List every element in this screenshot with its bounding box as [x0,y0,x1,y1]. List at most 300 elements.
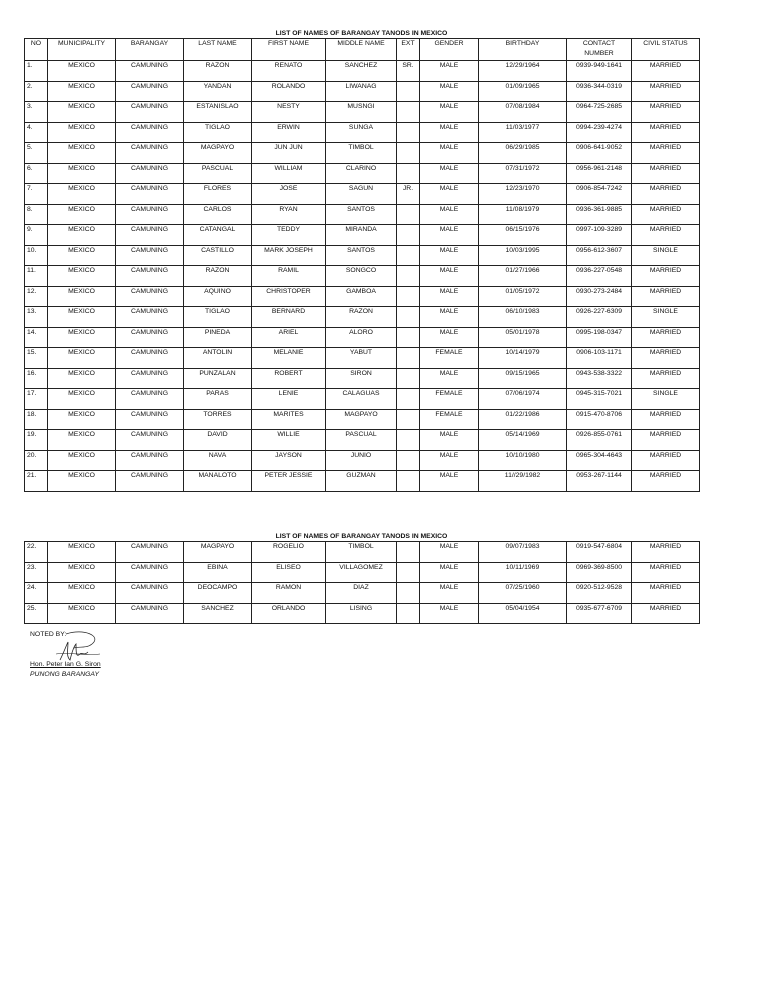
cell-ext [397,225,420,246]
cell-last-name: EBINA [184,562,252,583]
cell-middle-name: SANTOS [326,245,397,266]
cell-no: 5. [25,143,48,164]
cell-last-name: AQUINO [184,286,252,307]
cell-gender: MALE [420,471,479,492]
cell-contact-number: 0926-855-0761 [567,430,632,451]
cell-last-name: TIGLAO [184,122,252,143]
cell-gender: MALE [420,286,479,307]
header-barangay: BARANGAY [116,39,184,61]
cell-ext [397,122,420,143]
cell-barangay: CAMUNING [116,245,184,266]
cell-municipality: MEXICO [48,327,116,348]
cell-civil-status: MARRIED [632,583,700,604]
cell-first-name: RYAN [252,204,326,225]
cell-first-name: WILLIAM [252,163,326,184]
cell-barangay: CAMUNING [116,409,184,430]
cell-first-name: JAYSON [252,450,326,471]
cell-civil-status: MARRIED [632,184,700,205]
cell-birthday: 01/09/1965 [479,81,567,102]
table-row [25,81,700,102]
cell-ext [397,143,420,164]
cell-middle-name: SANTOS [326,204,397,225]
table-row [25,245,700,266]
table-row [25,583,700,604]
table-header-row [25,39,700,61]
cell-gender: MALE [420,368,479,389]
cell-municipality: MEXICO [48,603,116,624]
cell-last-name: PUNZALAN [184,368,252,389]
cell-no: 2. [25,81,48,102]
cell-gender: MALE [420,307,479,328]
cell-barangay: CAMUNING [116,184,184,205]
cell-first-name: JUN JUN [252,143,326,164]
table-row [25,184,700,205]
cell-birthday: 12/29/1964 [479,61,567,82]
cell-municipality: MEXICO [48,389,116,410]
table-row [25,348,700,369]
cell-municipality: MEXICO [48,184,116,205]
table-row [25,368,700,389]
cell-contact-number: 0943-538-3322 [567,368,632,389]
tanod-table [24,38,700,492]
cell-first-name: RENATO [252,61,326,82]
cell-birthday: 07/06/1974 [479,389,567,410]
cell-first-name: NESTY [252,102,326,123]
cell-barangay: CAMUNING [116,225,184,246]
table-row [25,286,700,307]
cell-civil-status: MARRIED [632,368,700,389]
cell-no: 12. [25,286,48,307]
cell-gender: MALE [420,163,479,184]
cell-no: 4. [25,122,48,143]
header-first-name: FIRST NAME [252,39,326,61]
cell-ext [397,583,420,604]
cell-birthday: 06/10/1983 [479,307,567,328]
cell-birthday: 07/08/1984 [479,102,567,123]
noted-by-label: NOTED BY: [30,631,67,638]
cell-birthday: 01/27/1966 [479,266,567,287]
cell-gender: MALE [420,430,479,451]
cell-contact-number: 0915-470-8706 [567,409,632,430]
cell-no: 18. [25,409,48,430]
header-municipality: MUNICIPALITY [48,39,116,61]
cell-barangay: CAMUNING [116,143,184,164]
cell-first-name: ERWIN [252,122,326,143]
cell-birthday: 07/25/1960 [479,583,567,604]
cell-birthday: 01/05/1972 [479,286,567,307]
cell-last-name: MAGPAYO [184,143,252,164]
cell-first-name: ELISEO [252,562,326,583]
table-row [25,471,700,492]
cell-contact-number: 0930-273-2484 [567,286,632,307]
cell-ext [397,266,420,287]
cell-contact-number: 0965-304-4643 [567,450,632,471]
cell-no: 7. [25,184,48,205]
cell-civil-status: MARRIED [632,286,700,307]
cell-middle-name: YABUT [326,348,397,369]
cell-middle-name: PASCUAL [326,430,397,451]
cell-no: 6. [25,163,48,184]
cell-municipality: MEXICO [48,430,116,451]
cell-civil-status: MARRIED [632,409,700,430]
cell-barangay: CAMUNING [116,102,184,123]
cell-first-name: PETER JESSIE [252,471,326,492]
cell-municipality: MEXICO [48,348,116,369]
cell-ext [397,286,420,307]
cell-gender: MALE [420,184,479,205]
cell-municipality: MEXICO [48,204,116,225]
cell-middle-name: MUSNGI [326,102,397,123]
table-row [25,450,700,471]
cell-barangay: CAMUNING [116,348,184,369]
cell-middle-name: JUNIO [326,450,397,471]
cell-ext: JR. [397,184,420,205]
cell-gender: MALE [420,327,479,348]
cell-barangay: CAMUNING [116,583,184,604]
cell-barangay: CAMUNING [116,368,184,389]
cell-ext [397,409,420,430]
cell-middle-name: RAZON [326,307,397,328]
table-row [25,409,700,430]
cell-contact-number: 0935-677-6709 [567,603,632,624]
cell-last-name: DAVID [184,430,252,451]
cell-last-name: TORRES [184,409,252,430]
cell-birthday: 05/01/1978 [479,327,567,348]
cell-middle-name: LISING [326,603,397,624]
cell-middle-name: ALORO [326,327,397,348]
cell-civil-status: MARRIED [632,204,700,225]
cell-ext [397,307,420,328]
header-middle-name: MIDDLE NAME [326,39,397,61]
table-row [25,603,700,624]
cell-middle-name: GAMBOA [326,286,397,307]
cell-first-name: LENIE [252,389,326,410]
cell-civil-status: MARRIED [632,122,700,143]
cell-last-name: CARLOS [184,204,252,225]
cell-municipality: MEXICO [48,266,116,287]
cell-birthday: 06/15/1976 [479,225,567,246]
cell-municipality: MEXICO [48,368,116,389]
cell-middle-name: SIRON [326,368,397,389]
cell-last-name: RAZON [184,266,252,287]
cell-municipality: MEXICO [48,542,116,563]
cell-contact-number: 0920-512-9528 [567,583,632,604]
cell-civil-status: MARRIED [632,61,700,82]
cell-middle-name: TIMBOL [326,143,397,164]
cell-contact-number: 0969-369-8500 [567,562,632,583]
cell-birthday: 10/03/1995 [479,245,567,266]
cell-municipality: MEXICO [48,102,116,123]
cell-municipality: MEXICO [48,583,116,604]
cell-barangay: CAMUNING [116,542,184,563]
cell-gender: MALE [420,562,479,583]
cell-barangay: CAMUNING [116,61,184,82]
cell-gender: MALE [420,61,479,82]
cell-municipality: MEXICO [48,122,116,143]
cell-contact-number: 0995-198-0347 [567,327,632,348]
cell-municipality: MEXICO [48,562,116,583]
cell-ext [397,542,420,563]
cell-ext [397,368,420,389]
cell-ext [397,603,420,624]
cell-barangay: CAMUNING [116,450,184,471]
cell-contact-number: 0936-344-0319 [567,81,632,102]
cell-ext [397,562,420,583]
cell-municipality: MEXICO [48,409,116,430]
cell-gender: MALE [420,225,479,246]
table-row [25,102,700,123]
cell-civil-status: SINGLE [632,307,700,328]
cell-contact-number: 0945-315-7021 [567,389,632,410]
cell-contact-number: 0906-641-9052 [567,143,632,164]
cell-contact-number: 0936-361-9885 [567,204,632,225]
table-row [25,143,700,164]
cell-civil-status: SINGLE [632,245,700,266]
cell-last-name: MANALOTO [184,471,252,492]
cell-first-name: MELANIE [252,348,326,369]
table-row [25,61,700,82]
cell-barangay: CAMUNING [116,471,184,492]
cell-municipality: MEXICO [48,225,116,246]
cell-contact-number: 0964-725-2685 [567,102,632,123]
header-civil-status: CIVIL STATUS [632,39,700,61]
cell-ext [397,81,420,102]
cell-first-name: ROGELIO [252,542,326,563]
cell-ext [397,348,420,369]
cell-birthday: 06/29/1985 [479,143,567,164]
cell-last-name: PINEDA [184,327,252,348]
cell-civil-status: MARRIED [632,81,700,102]
cell-gender: FEMALE [420,389,479,410]
cell-contact-number: 0906-854-7242 [567,184,632,205]
cell-middle-name: CALAGUAS [326,389,397,410]
cell-contact-number: 0997-109-3289 [567,225,632,246]
cell-municipality: MEXICO [48,163,116,184]
cell-barangay: CAMUNING [116,81,184,102]
cell-no: 19. [25,430,48,451]
table-row [25,225,700,246]
cell-municipality: MEXICO [48,471,116,492]
cell-last-name: FLORES [184,184,252,205]
cell-civil-status: MARRIED [632,348,700,369]
cell-birthday: 11//29/1982 [479,471,567,492]
cell-municipality: MEXICO [48,245,116,266]
cell-civil-status: MARRIED [632,542,700,563]
cell-civil-status: SINGLE [632,389,700,410]
cell-first-name: WILLIE [252,430,326,451]
cell-birthday: 07/31/1972 [479,163,567,184]
cell-last-name: CASTILLO [184,245,252,266]
cell-no: 24. [25,583,48,604]
cell-municipality: MEXICO [48,61,116,82]
cell-barangay: CAMUNING [116,163,184,184]
cell-middle-name: VILLAGOMEZ [326,562,397,583]
cell-barangay: CAMUNING [116,286,184,307]
header-gender: GENDER [420,39,479,61]
cell-last-name: CATANGAL [184,225,252,246]
cell-last-name: PARAS [184,389,252,410]
signature-icon [44,630,104,664]
cell-civil-status: MARRIED [632,143,700,164]
cell-contact-number: 0926-227-6309 [567,307,632,328]
cell-municipality: MEXICO [48,450,116,471]
cell-middle-name: TIMBOL [326,542,397,563]
cell-barangay: CAMUNING [116,562,184,583]
cell-no: 9. [25,225,48,246]
cell-first-name: JOSE [252,184,326,205]
cell-last-name: SANCHEZ [184,603,252,624]
cell-middle-name: LIWANAG [326,81,397,102]
cell-middle-name: MAGPAYO [326,409,397,430]
cell-no: 25. [25,603,48,624]
table-row [25,542,700,563]
cell-contact-number: 0953-267-1144 [567,471,632,492]
cell-middle-name: SANCHEZ [326,61,397,82]
cell-first-name: MARITES [252,409,326,430]
cell-civil-status: MARRIED [632,163,700,184]
cell-no: 11. [25,266,48,287]
tanod-table-continued [24,541,700,624]
table-row [25,430,700,451]
cell-no: 15. [25,348,48,369]
cell-civil-status: MARRIED [632,471,700,492]
cell-birthday: 10/11/1969 [479,562,567,583]
cell-birthday: 01/22/1986 [479,409,567,430]
cell-birthday: 05/14/1969 [479,430,567,451]
cell-first-name: TEDDY [252,225,326,246]
cell-civil-status: MARRIED [632,266,700,287]
cell-no: 17. [25,389,48,410]
cell-birthday: 09/15/1965 [479,368,567,389]
cell-gender: MALE [420,143,479,164]
cell-barangay: CAMUNING [116,122,184,143]
cell-ext [397,389,420,410]
cell-first-name: RAMIL [252,266,326,287]
cell-last-name: ANTOLIN [184,348,252,369]
cell-first-name: ROBERT [252,368,326,389]
cell-last-name: DEOCAMPO [184,583,252,604]
cell-municipality: MEXICO [48,81,116,102]
cell-gender: MALE [420,81,479,102]
cell-no: 10. [25,245,48,266]
cell-ext [397,204,420,225]
cell-contact-number: 0956-612-3607 [567,245,632,266]
cell-barangay: CAMUNING [116,327,184,348]
cell-ext [397,163,420,184]
cell-municipality: MEXICO [48,307,116,328]
cell-no: 23. [25,562,48,583]
cell-contact-number: 0906-103-1171 [567,348,632,369]
cell-last-name: PASCUAL [184,163,252,184]
cell-gender: MALE [420,204,479,225]
signer-name: Hon. Peter Ian G. Siron [30,661,101,668]
cell-middle-name: SAGUN [326,184,397,205]
cell-middle-name: SONGCO [326,266,397,287]
cell-ext [397,471,420,492]
cell-last-name: YANDAN [184,81,252,102]
cell-gender: MALE [420,102,479,123]
cell-no: 13. [25,307,48,328]
header-contact-number: CONTACT NUMBER [567,39,632,61]
cell-barangay: CAMUNING [116,603,184,624]
cell-gender: MALE [420,603,479,624]
header-birthday: BIRTHDAY [479,39,567,61]
cell-barangay: CAMUNING [116,430,184,451]
cell-contact-number: 0939-949-1641 [567,61,632,82]
cell-civil-status: MARRIED [632,430,700,451]
cell-middle-name: SUNGA [326,122,397,143]
cell-barangay: CAMUNING [116,266,184,287]
cell-birthday: 10/14/1979 [479,348,567,369]
cell-ext: SR. [397,61,420,82]
cell-first-name: BERNARD [252,307,326,328]
cell-gender: MALE [420,583,479,604]
signer-position: PUNONG BARANGAY [30,671,99,678]
table-row [25,266,700,287]
cell-first-name: ORLANDO [252,603,326,624]
cell-ext [397,102,420,123]
list-title: LIST OF NAMES OF BARANGAY TANODS IN MEXICO [275,30,448,37]
header-no: NO [25,39,48,61]
cell-first-name: ROLANDO [252,81,326,102]
cell-municipality: MEXICO [48,286,116,307]
cell-first-name: ARIEL [252,327,326,348]
cell-civil-status: MARRIED [632,603,700,624]
cell-last-name: ESTANISLAO [184,102,252,123]
header-last-name: LAST NAME [184,39,252,61]
cell-barangay: CAMUNING [116,307,184,328]
cell-ext [397,327,420,348]
cell-middle-name: MIRANDA [326,225,397,246]
cell-gender: FEMALE [420,409,479,430]
cell-civil-status: MARRIED [632,225,700,246]
cell-contact-number: 0936-227-0548 [567,266,632,287]
table-row [25,327,700,348]
cell-gender: FEMALE [420,348,479,369]
table-row [25,389,700,410]
cell-first-name: MARK JOSEPH [252,245,326,266]
table-row [25,122,700,143]
cell-gender: MALE [420,450,479,471]
table-row [25,562,700,583]
cell-no: 22. [25,542,48,563]
cell-contact-number: 0956-961-2148 [567,163,632,184]
table-row [25,204,700,225]
cell-last-name: MAGPAYO [184,542,252,563]
cell-birthday: 10/10/1980 [479,450,567,471]
cell-civil-status: MARRIED [632,450,700,471]
cell-gender: MALE [420,542,479,563]
cell-no: 21. [25,471,48,492]
cell-barangay: CAMUNING [116,204,184,225]
cell-civil-status: MARRIED [632,102,700,123]
list-title-continued: LIST OF NAMES OF BARANGAY TANODS IN MEXICO [275,533,448,540]
cell-gender: MALE [420,266,479,287]
cell-birthday: 05/04/1954 [479,603,567,624]
cell-no: 3. [25,102,48,123]
cell-first-name: CHRISTOPER [252,286,326,307]
cell-last-name: TIGLAO [184,307,252,328]
cell-civil-status: MARRIED [632,327,700,348]
cell-no: 16. [25,368,48,389]
cell-last-name: NAVA [184,450,252,471]
cell-birthday: 09/07/1983 [479,542,567,563]
cell-no: 14. [25,327,48,348]
cell-middle-name: DIAZ [326,583,397,604]
cell-last-name: RAZON [184,61,252,82]
table-row [25,163,700,184]
cell-birthday: 11/03/1977 [479,122,567,143]
